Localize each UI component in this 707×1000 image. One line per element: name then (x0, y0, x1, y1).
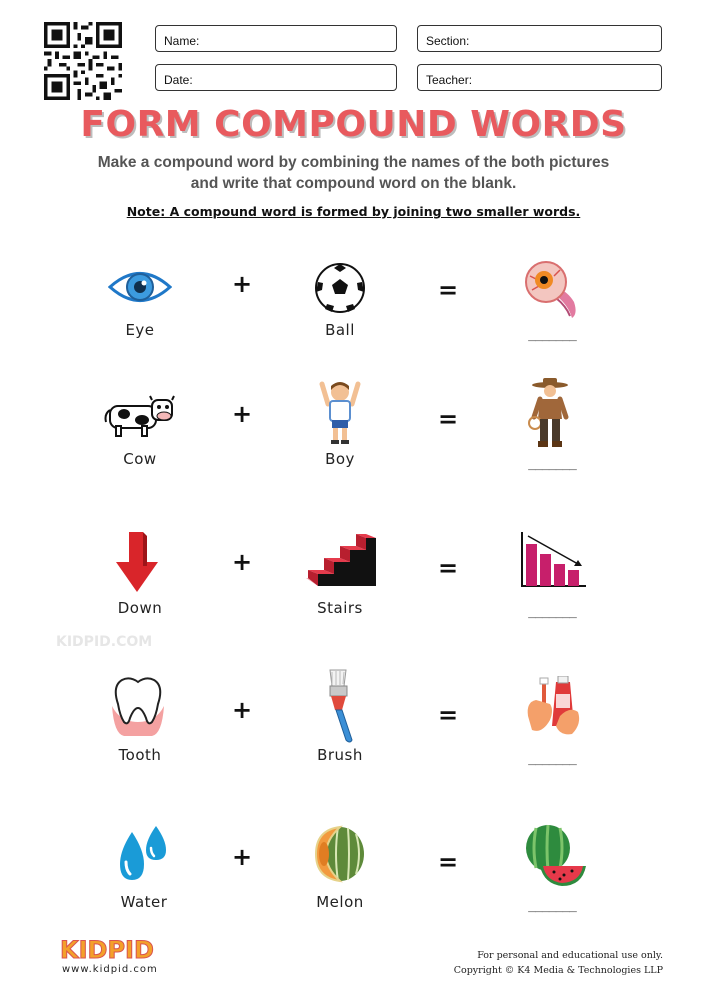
row-5-first-word: Water (120, 893, 168, 911)
melon-icon (312, 824, 366, 884)
note: Note: A compound word is formed by joining two smaller words. (126, 204, 581, 219)
row-1-plus: + (232, 270, 253, 298)
eye-icon (108, 264, 172, 310)
teacher-field[interactable] (417, 64, 662, 91)
watermark: KIDPID.COM (56, 634, 153, 650)
instructions (0, 152, 707, 194)
soccer-ball-icon (314, 262, 366, 314)
date-label: Date: (164, 73, 193, 87)
paint-brush-icon (318, 668, 362, 744)
kidpid-logo (58, 934, 158, 964)
row-5-second-word: Melon (316, 893, 364, 911)
date-field[interactable] (155, 64, 397, 91)
row-2-plus: + (232, 400, 253, 428)
section-field[interactable] (417, 25, 662, 52)
row-5-answer-blank: _______ (528, 898, 576, 913)
page-title: FORM COMPOUND WORDS (80, 104, 627, 145)
logo-text: KIDPID (60, 936, 154, 964)
row-4-answer-blank: _______ (528, 751, 576, 766)
row-4-second-word: Brush (317, 746, 363, 764)
row-4-first-word: Tooth (118, 746, 162, 764)
instructions-line-1: Make a compound word by combining the names of the both pictures (97, 154, 610, 171)
row-4-equals: = (438, 701, 459, 729)
row-3-second-word: Stairs (317, 599, 363, 617)
instructions-line-2: and write that compound word on the blank. (190, 175, 517, 192)
toothbrush-toothpaste-icon (520, 676, 586, 738)
row-3-first-word: Down (117, 599, 163, 617)
row-1-answer-blank: _______ (528, 327, 576, 342)
stairs-icon (304, 530, 378, 590)
eyeball-icon (520, 258, 584, 322)
footer-usage-note: For personal and educational use only. (477, 950, 663, 961)
row-3-plus: + (232, 548, 253, 576)
water-drops-icon (114, 824, 170, 884)
down-arrow-icon (114, 530, 160, 594)
name-field[interactable] (155, 25, 397, 52)
cow-icon (104, 394, 176, 440)
row-1-first-word: Eye (125, 321, 155, 339)
watermelon-icon (518, 822, 588, 888)
row-3-answer-blank: _______ (528, 604, 576, 619)
qr-code-icon (44, 22, 122, 100)
logo-url: www.kidpid.com (62, 964, 158, 975)
row-2-equals: = (438, 405, 459, 433)
downward-bar-chart-icon (518, 530, 588, 590)
row-2-second-word: Boy (325, 450, 355, 468)
name-label: Name: (164, 34, 200, 48)
footer-copyright: Copyright © K4 Media & Technologies LLP (453, 965, 663, 976)
row-1-second-word: Ball (325, 321, 355, 339)
boy-icon (314, 378, 366, 446)
teacher-label: Teacher: (426, 73, 473, 87)
section-label: Section: (426, 34, 470, 48)
row-4-plus: + (232, 696, 253, 724)
row-1-equals: = (438, 276, 459, 304)
row-5-plus: + (232, 843, 253, 871)
tooth-icon (110, 676, 166, 738)
cowboy-icon (528, 377, 572, 449)
row-3-equals: = (438, 554, 459, 582)
row-2-answer-blank: _______ (528, 456, 576, 471)
row-5-equals: = (438, 848, 459, 876)
row-2-first-word: Cow (123, 450, 157, 468)
